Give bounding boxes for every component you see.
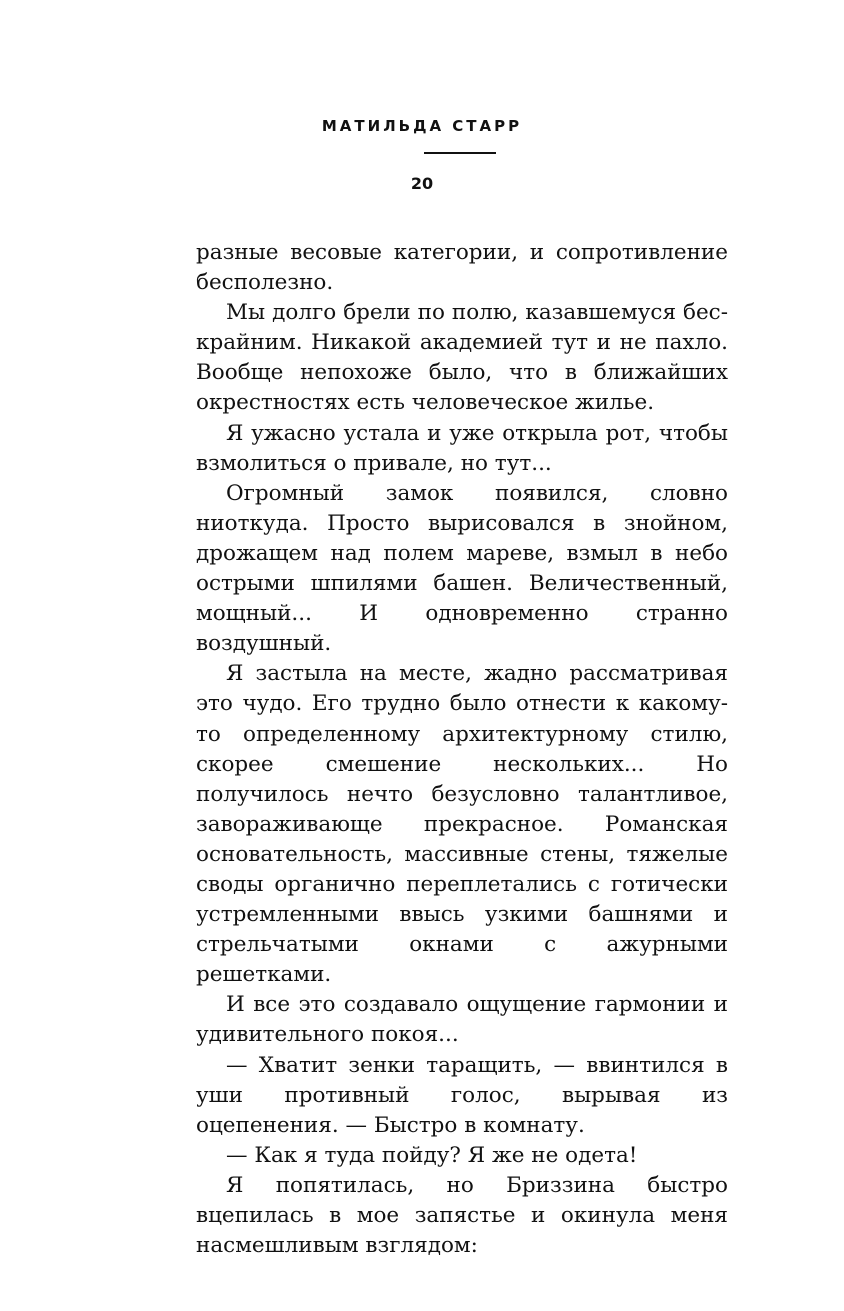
- paragraph: — Хватит зенки таращить, — ввинтился в уши противный голос, вырывая из оцепенения. — Быстро в комнату.: [196, 1052, 728, 1138]
- header-rule: [424, 152, 496, 154]
- paragraph: Я попятилась, но Бриззина быстро вцепилась в мое запястье и окинула меня насмешливым взглядом:: [196, 1172, 728, 1259]
- paragraph: Мы долго брели по полю, казавшемуся бескрайним. Никакой академией тут и не пахло. Вообще непохоже было, что в ближайших окрестностях есть человеческое жилье.: [196, 300, 728, 416]
- paragraph: Я застыла на месте, жадно рассматривая это чудо. Его трудно было отнести к какому-то определенному архитектурному стилю, скорее смешение нескольких... Но получилось нечто безусловно талантливое, завораживающе прекрасное. Романская основательность, массивные стены, тяжелые своды органично переплетались с готически устремленными ввысь узкими башнями и стрельчатыми окнами с ажурными решетками.: [196, 661, 728, 988]
- paragraph: разные весовые категории, и сопротивление бесполезно.: [196, 240, 728, 296]
- paragraph: — Как я туда пойду? Я же не одета!: [226, 1142, 638, 1168]
- paragraph: И все это создавало ощущение гармонии и удивительного покоя...: [196, 992, 728, 1048]
- body-text: [196, 238, 728, 1261]
- paragraph: Я ужасно устала и уже открыла рот, чтобы взмолиться о привале, но тут...: [196, 420, 728, 476]
- page-number: 20: [410, 174, 434, 193]
- running-head-title: МАТИЛЬДА СТАРР: [321, 117, 523, 135]
- paragraph: Огромный замок появился, словно ниоткуда. Просто вырисовался в знойном, дрожащем над полем мареве, взмыл в небо острыми шпилями башен. Величественный, мощный... И одновременно странно воздушный.: [196, 480, 728, 657]
